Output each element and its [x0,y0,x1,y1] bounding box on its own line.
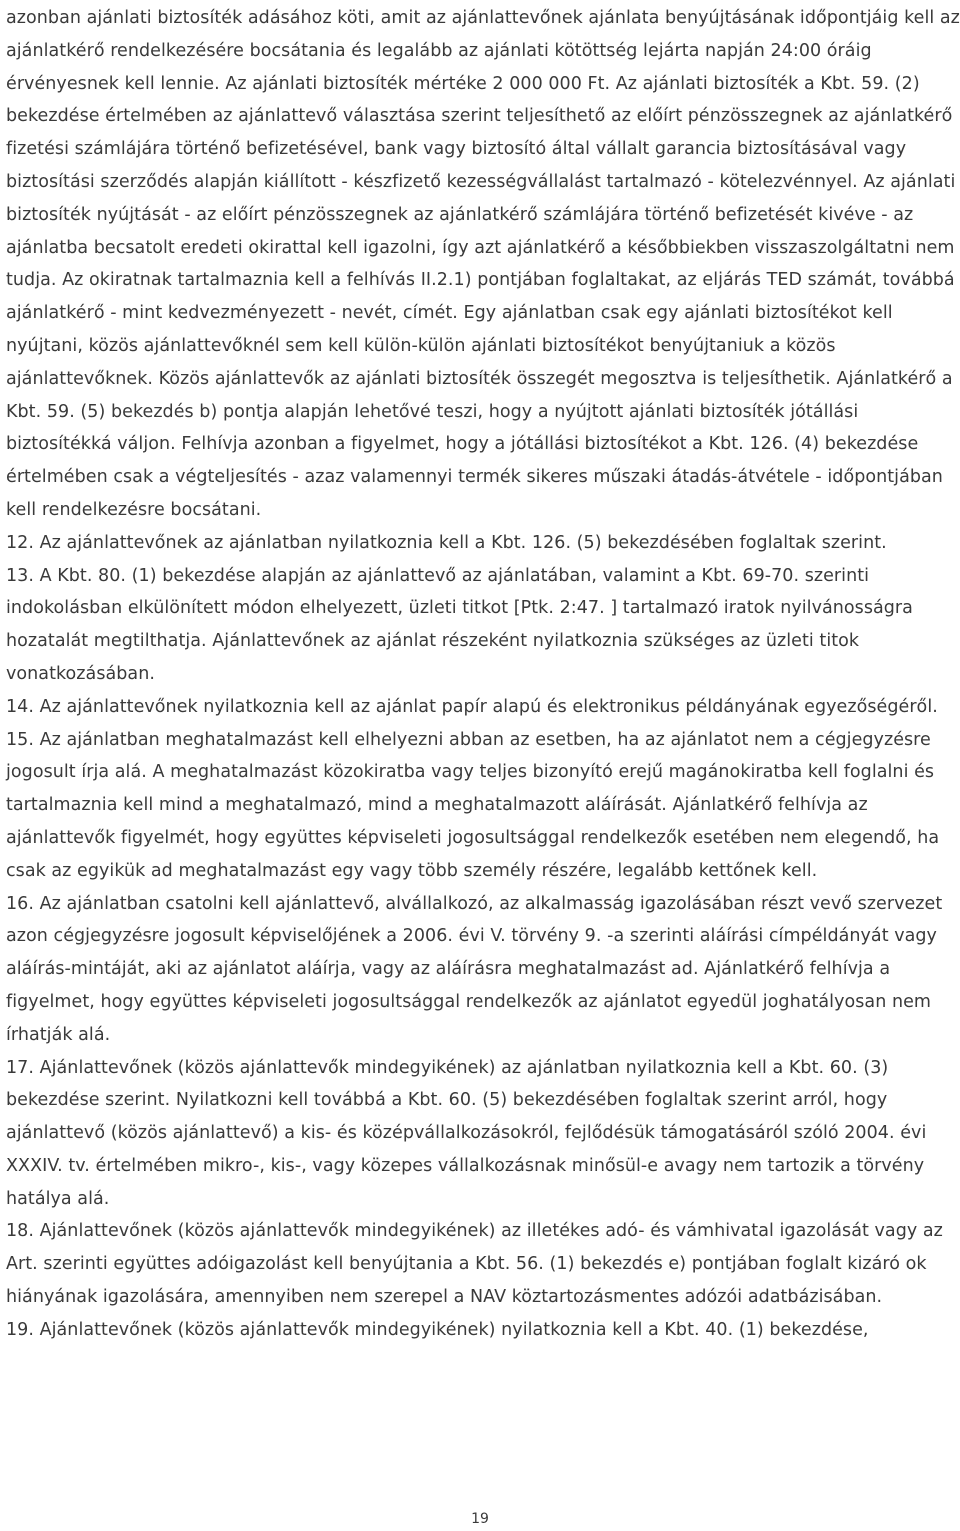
paragraph-12: 12. Az ajánlattevőnek az ajánlatban nyilatkoznia kell a Kbt. 126. (5) bekezdésében foglaltak szerint. [6,532,887,553]
paragraph-biztositek: azonban ajánlati biztosíték adásához köti, amit az ajánlattevőnek ajánlata benyújtásának időpontjáig kell az ajánlatkérő rendelkezésére bocsátania és legalább az ajánlati kötöttség lejárta napján 24:00 óráig érvényesnek kell lennie. Az ajánlati biztosíték mértéke 2 000 000 Ft. Az ajánlati biztosíték a Kbt. 59. (2) bekezdése értelmében az ajánlattevő választása szerint teljesíthető az előírt pénzösszegnek az ajánlatkérő fizetési számlájára történő befizetésével, bank vagy biztosító által vállalt garancia biztosításával vagy biztosítási szerződés alapján kiállított - készfizető kezességvállalást tartalmazó - kötelezvénnyel. Az ajánlati biztosíték nyújtását - az előírt pénzösszegnek az ajánlatkérő számlájára történő befizetését kivéve - az ajánlatba becsatolt eredeti okirattal kell igazolni, így azt ajánlatkérő a későbbiekben visszaszolgáltatni nem tudja. Az okiratnak tartalmaznia kell a felhívás II.2.1) pontjában foglaltakat, az eljárás TED számát, továbbá ajánlatkérő - mint kedvezményezett - nevét, címét. Egy ajánlatban csak egy ajánlati biztosítékot kell nyújtani, közös ajánlattevőknél sem kell külön-külön ajánlati biztosítékot benyújtaniuk a közös ajánlattevőknek. Közös ajánlattevők az ajánlati biztosíték összegét megosztva is teljesíthetik. Ajánlatkérő a Kbt. 59. (5) bekezdés b) pontja alapján lehetővé teszi, hogy a nyújtott ajánlati biztosíték jótállási biztosítékká váljon. Felhívja azonban a figyelmet, hogy a jótállási biztosítékot a Kbt. 126. (4) bekezdése értelmében csak a végteljesítés - azaz valamennyi termék sikeres műszaki átadás-átvétele - időpontjában kell rendelkezésre bocsátani. [6,8,960,520]
paragraph-18: 18. Ajánlattevőnek (közös ajánlattevők mindegyikének) az illetékes adó- és vámhivatal igazolását vagy az Art. szerinti együttes adóigazolást kell benyújtania a Kbt. 56. (1) bekezdés e) pontjában foglalt kizáró ok hiányának igazolására, amennyiben nem szerepel a NAV köztartozásmentes adózói adatbázisában. [6,1221,943,1308]
paragraph-16: 16. Az ajánlatban csatolni kell ajánlattevő, alvállalkozó, az alkalmasság igazolásában részt vevő szervezet azon cégjegyzésre jogosult képviselőjének a 2006. évi V. törvény 9. -a szerinti aláírási címpéldányát vagy aláírás-mintáját, aki az ajánlatot aláírja, vagy az aláírásra meghatalmazást ad. Ajánlatkérő felhívja a figyelmet, hogy együttes képviseleti jogosultsággal rendelkezők az ajánlatot egyedül joghatályosan nem írhatják alá. [6,893,943,1045]
paragraph-19: 19. Ajánlattevőnek (közös ajánlattevők mindegyikének) nyilatkoznia kell a Kbt. 40. (1) bekezdése, [6,1319,869,1340]
paragraph-17: 17. Ajánlattevőnek (közös ajánlattevők mindegyikének) az ajánlatban nyilatkoznia kell a Kbt. 60. (3) bekezdése szerint. Nyilatkozni kell továbbá a Kbt. 60. (5) bekezdésében foglaltak szerint arról, hogy ajánlattevő (közös ajánlattevő) a kis- és középvállalkozásokról, fejlődésük támogatásáról szóló 2004. évi XXXIV. tv. értelmében mikro-, kis-, vagy közepes vállalkozásnak minősül-e avagy nem tartozik a törvény hatálya alá. [6,1057,927,1209]
paragraph-15: 15. Az ajánlatban meghatalmazást kell elhelyezni abban az esetben, ha az ajánlatot nem a cégjegyzésre jogosult írja alá. A meghatalmazást közokiratba vagy teljes bizonyító erejű magánokiratba kell foglalni és tartalmaznia kell mind a meghatalmazó, mind a meghatalmazott aláírását. Ajánlatkérő felhívja az ajánlattevők figyelmét, hogy együttes képviseleti jogosultsággal rendelkezők esetében nem elegendő, ha csak az egyikük ad meghatalmazást egy vagy több személy részére, legalább kettőnek kell. [6,729,940,881]
paragraph-13: 13. A Kbt. 80. (1) bekezdése alapján az ajánlattevő az ajánlatában, valamint a Kbt. 69-70. szerinti indokolásban elkülönített módon elhelyezett, üzleti titkot [Ptk. 2:47. ] tartalmazó iratok nyilvánosságra hozatalát megtilthatja. Ajánlattevőnek az ajánlat részeként nyilatkoznia szükséges az üzleti titok vonatkozásában. [6,565,913,684]
paragraph-14: 14. Az ajánlattevőnek nyilatkoznia kell az ajánlat papír alapú és elektronikus példányának egyezőségéről. [6,696,938,717]
document-body [6,2,960,1347]
page-number: 19 [471,1511,489,1527]
